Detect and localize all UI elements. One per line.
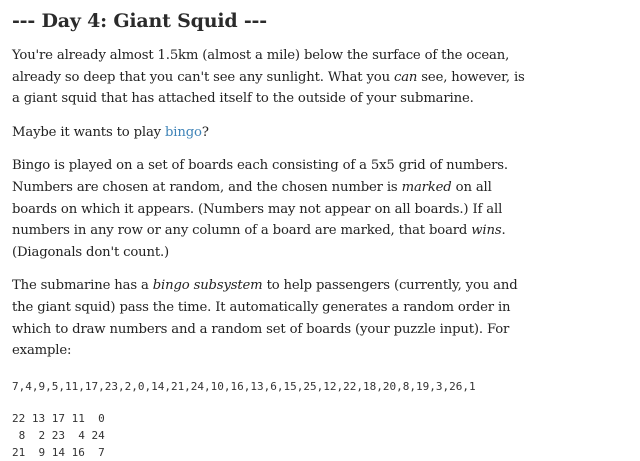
board-row: 21 9 14 16 7	[12, 445, 105, 459]
page-title: --- Day 4: Giant Squid ---	[12, 10, 267, 32]
board-row: 22 13 17 11 0	[12, 411, 105, 425]
rules-text-middle: on all boards on which it appears. (Numbers may not appear on all boards.) If all numbers in any row or any column of a board are marked, that board	[12, 179, 503, 239]
intro-text-end: see, however, is a giant squid that has attached itself to the outside of your submarine.	[12, 69, 525, 107]
intro-emphasis: can	[393, 69, 418, 85]
rules-text-end: . (Diagonals don't count.)	[12, 223, 506, 260]
rules-text-start: Bingo is played on a set of boards each consisting of a 5x5 grid of numbers. Numbers are chosen at random, and the chosen number is	[12, 158, 508, 195]
subsystem-text-start: The submarine has a	[12, 278, 153, 294]
question-text-end: ?	[201, 124, 209, 140]
intro-text-start: You're already almost 1.5km (almost a mile) below the surface of the ocean, already so deep that you can't see any sunlight. What you	[12, 48, 510, 85]
subsystem-text-end: to help passengers (currently, you and the giant squid) pass the time. It automatically generates a random order in which to draw numbers and a random set of boards (your puzzle input). For example:	[12, 278, 518, 359]
puzzle-article	[12, 6, 632, 461]
rules-paragraph	[12, 155, 532, 263]
subsystem-paragraph	[12, 275, 532, 361]
rules-emphasis-marked: marked	[401, 179, 452, 195]
board-row: 8 2 23 4 24	[12, 428, 105, 442]
rules-emphasis-wins: wins	[471, 223, 502, 239]
subsystem-emphasis: bingo subsystem	[152, 278, 263, 294]
question-text-start: Maybe it wants to play	[12, 124, 166, 140]
bingo-link[interactable]: bingo	[165, 124, 202, 140]
draw-sequence: 7,4,9,5,11,17,23,2,0,14,21,24,10,16,13,6,15,25,12,22,18,20,8,19,3,26,1	[12, 379, 476, 393]
intro-paragraph	[12, 45, 532, 110]
bingo-question-paragraph	[12, 122, 532, 144]
